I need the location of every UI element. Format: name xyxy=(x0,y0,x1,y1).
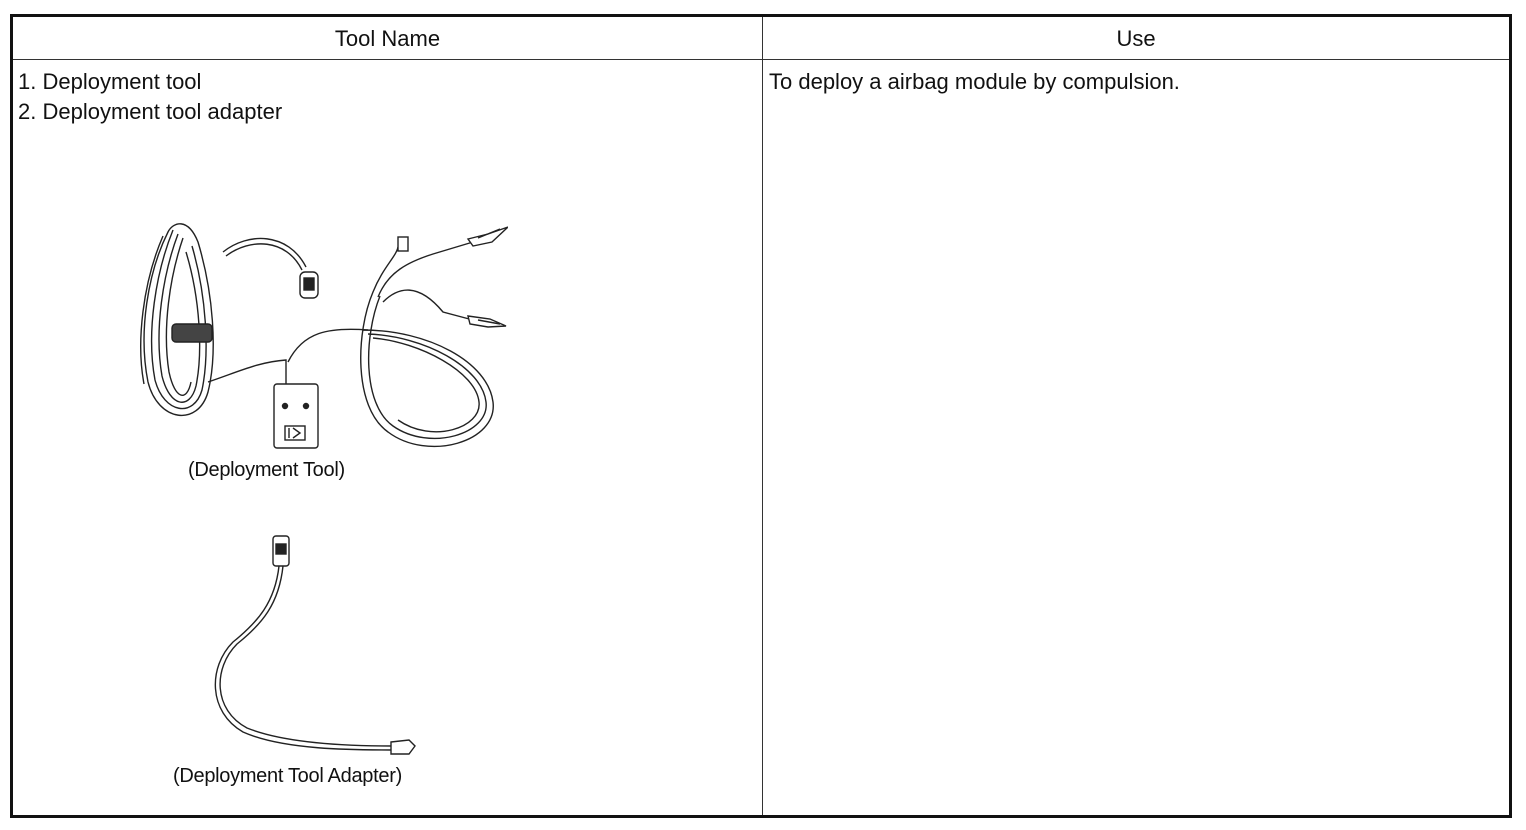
column-divider xyxy=(762,17,763,815)
use-description: To deploy a airbag module by compulsion. xyxy=(769,69,1180,94)
deployment-tool-illustration xyxy=(128,212,508,452)
tool-item: 2. Deployment tool adapter xyxy=(18,99,283,124)
header-divider xyxy=(13,59,1509,60)
header-tool-name: Tool Name xyxy=(334,26,441,51)
adapter-caption: (Deployment Tool Adapter) xyxy=(173,765,402,787)
header-use: Use xyxy=(1116,26,1156,51)
adapter-illustration xyxy=(203,522,443,762)
tool-table xyxy=(10,14,1512,818)
tool-item: 1. Deployment tool xyxy=(18,69,202,94)
tool-list xyxy=(18,67,282,127)
deployment-tool-caption: (Deployment Tool) xyxy=(188,459,345,481)
